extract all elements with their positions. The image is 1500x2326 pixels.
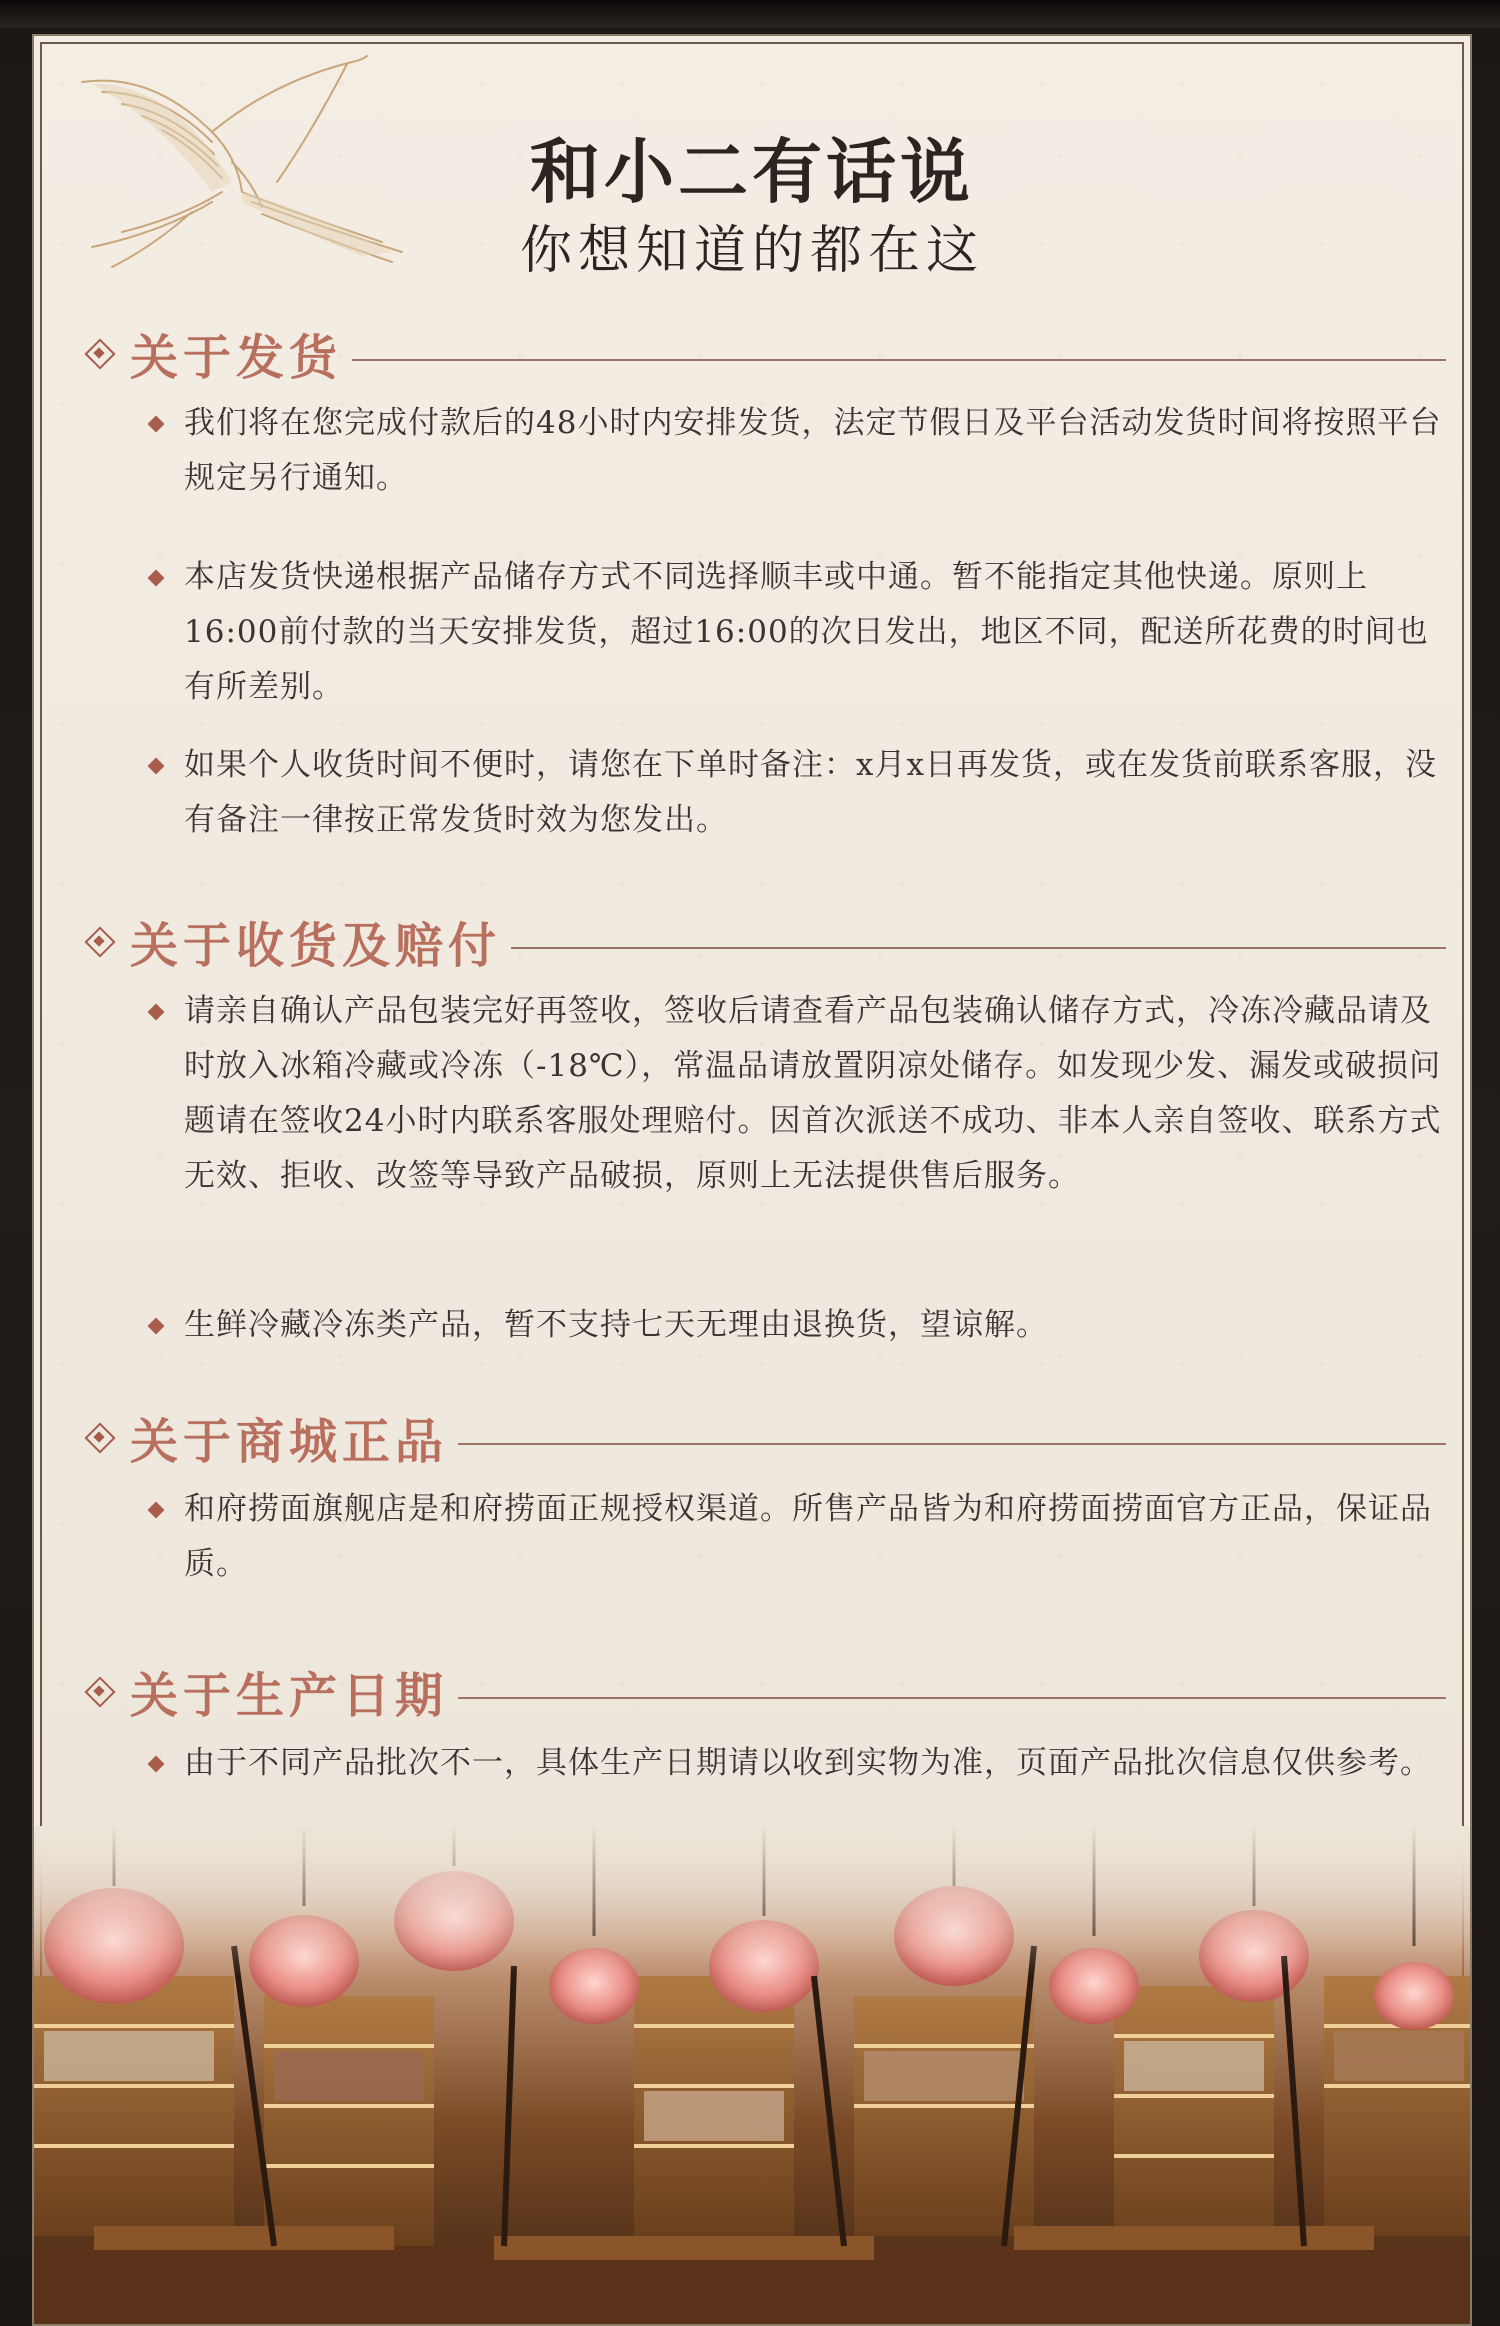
bullet-icon — [148, 1502, 165, 1519]
top-bar — [0, 0, 1500, 28]
restaurant-interior-image — [34, 1826, 1470, 2326]
list-item-text: 由于不同产品批次不一，具体生产日期请以收到实物为准，页面产品批次信息仅供参考。 — [184, 1745, 1432, 1781]
section-divider — [458, 1443, 1446, 1445]
bullet-icon — [148, 1756, 165, 1773]
list-item-text: 和府捞面旗舰店是和府捞面正规授权渠道。所售产品皆为和府捞面捞面官方正品，保证品质。 — [184, 1491, 1432, 1582]
section-receiving-header — [86, 906, 1446, 976]
section-divider — [511, 947, 1446, 949]
list-item — [146, 396, 1456, 506]
bullet-icon — [148, 416, 165, 433]
page-title: 和小二有话说 — [530, 130, 974, 213]
section-divider — [352, 359, 1446, 361]
list-item — [146, 1482, 1456, 1592]
list-item — [146, 1736, 1456, 1791]
diamond-icon — [86, 1424, 112, 1450]
list-item-text: 我们将在您完成付款后的48小时内安排发货，法定节假日及平台活动发货时间将按照平台规定另行通知。 — [184, 405, 1442, 496]
section-title: 关于收货及赔付 — [130, 917, 502, 974]
list-item-text: 本店发货快递根据产品储存方式不同选择顺丰或中通。暂不能指定其他快递。原则上16:00前付款的当天安排发货，超过16:00的次日发出，地区不同，配送所花费的时间也有所差别。 — [184, 559, 1429, 705]
section-title: 关于商城正品 — [130, 1413, 449, 1470]
diamond-icon — [86, 340, 112, 366]
page-subtitle: 你想知道的都在这 — [519, 221, 984, 281]
list-item — [146, 984, 1456, 1204]
section-title: 关于发货 — [130, 329, 343, 386]
list-item-text: 如果个人收货时间不便时，请您在下单时备注：x月x日再发货，或在发货前联系客服，没有备注一律按正常发货时效为您发出。 — [184, 747, 1437, 838]
bullet-icon — [148, 1318, 165, 1335]
restaurant-scene-graphic — [34, 1826, 1470, 2326]
corner-ornament-top-right — [1432, 34, 1472, 74]
section-title: 关于生产日期 — [130, 1667, 449, 1724]
list-item — [146, 738, 1456, 848]
section-authentic-header — [86, 1402, 1446, 1472]
section-shipping-header — [86, 318, 1446, 388]
list-item-text: 生鲜冷藏冷冻类产品，暂不支持七天无理由退换货，望谅解。 — [184, 1307, 1048, 1343]
bullet-icon — [148, 758, 165, 775]
list-item — [146, 1298, 1456, 1353]
bullet-icon — [148, 570, 165, 587]
bullet-icon — [148, 1004, 165, 1021]
list-item — [146, 550, 1456, 715]
section-production-date-header — [86, 1656, 1446, 1726]
diamond-icon — [86, 1678, 112, 1704]
list-item-text: 请亲自确认产品包装完好再签收，签收后请查看产品包装确认储存方式，冷冻冷藏品请及时放入冰箱冷藏或冷冻（-18℃），常温品请放置阴凉处储存。如发现少发、漏发或破损问题请在签收24小时内联系客服处理赔付。因首次派送不成功、非本人亲自签收、联系方式无效、拒收、改签等导致产品破损，原则上无法提供售后服务。 — [184, 993, 1442, 1194]
notice-panel — [32, 34, 1472, 2326]
section-divider — [458, 1697, 1446, 1699]
diamond-icon — [86, 928, 112, 954]
